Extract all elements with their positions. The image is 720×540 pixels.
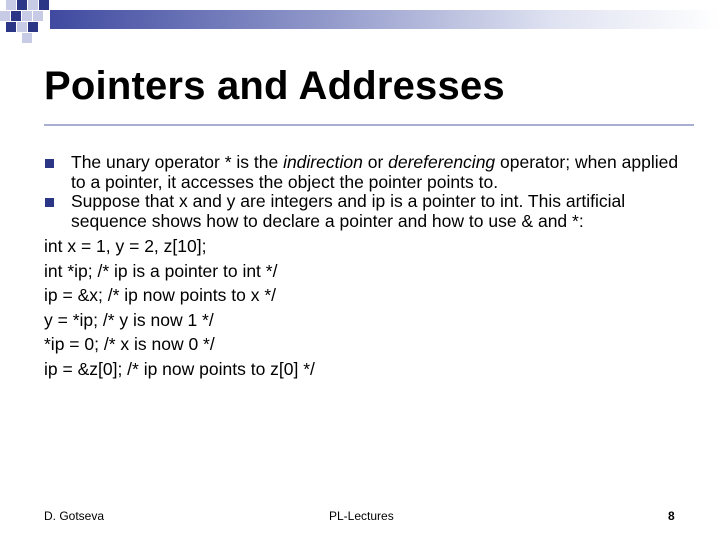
decor-square xyxy=(22,33,32,43)
square-bullet-icon xyxy=(45,198,54,207)
title-underline xyxy=(44,124,694,126)
footer-course: PL-Lectures xyxy=(329,509,394,523)
slide-number: 8 xyxy=(668,509,675,523)
bullet-text: Suppose that x and y are integers and ip is a pointer to int. This artificial sequence shows how to declare a pointer and how to use & and *: xyxy=(71,191,626,231)
footer-author: D. Gotseva xyxy=(44,509,105,523)
decor-square xyxy=(6,0,16,10)
decor-square xyxy=(0,11,10,21)
code-line: ip = &x; /* ip now points to x */ xyxy=(44,285,276,305)
bullet-item xyxy=(44,153,694,192)
decor-square xyxy=(28,22,38,32)
bullet-emphasis: dereferencing xyxy=(388,152,496,172)
decor-square xyxy=(11,11,21,21)
slide-body xyxy=(44,153,694,381)
bullet-text-part: operator; when applied to a pointer, it accesses the object the pointer points to. xyxy=(71,152,679,192)
code-line: y = *ip; /* y is now 1 */ xyxy=(44,309,214,330)
bullet-text-part: The unary operator * is the xyxy=(71,152,284,172)
decor-square xyxy=(17,0,27,10)
decor-square xyxy=(39,0,49,10)
bullet-text-part: or xyxy=(362,152,389,172)
bullet-item xyxy=(44,192,694,231)
bullet-emphasis: indirection xyxy=(283,152,363,172)
decor-square xyxy=(22,11,32,21)
decor-square xyxy=(6,22,16,32)
decor-square xyxy=(33,11,43,21)
decor-square xyxy=(17,22,27,32)
slide-title: Pointers and Addresses xyxy=(44,64,505,108)
header-gradient-bar xyxy=(50,10,720,29)
code-line: int x = 1, y = 2, z[10]; xyxy=(44,236,207,256)
code-line: ip = &z[0]; /* ip now points to z[0] */ xyxy=(44,358,315,379)
code-line: *ip = 0; /* x is now 0 */ xyxy=(44,334,215,354)
decor-square xyxy=(28,0,38,10)
code-line: int *ip; /* ip is a pointer to int */ xyxy=(44,260,278,281)
square-bullet-icon xyxy=(45,159,54,168)
header-decoration xyxy=(0,0,720,50)
